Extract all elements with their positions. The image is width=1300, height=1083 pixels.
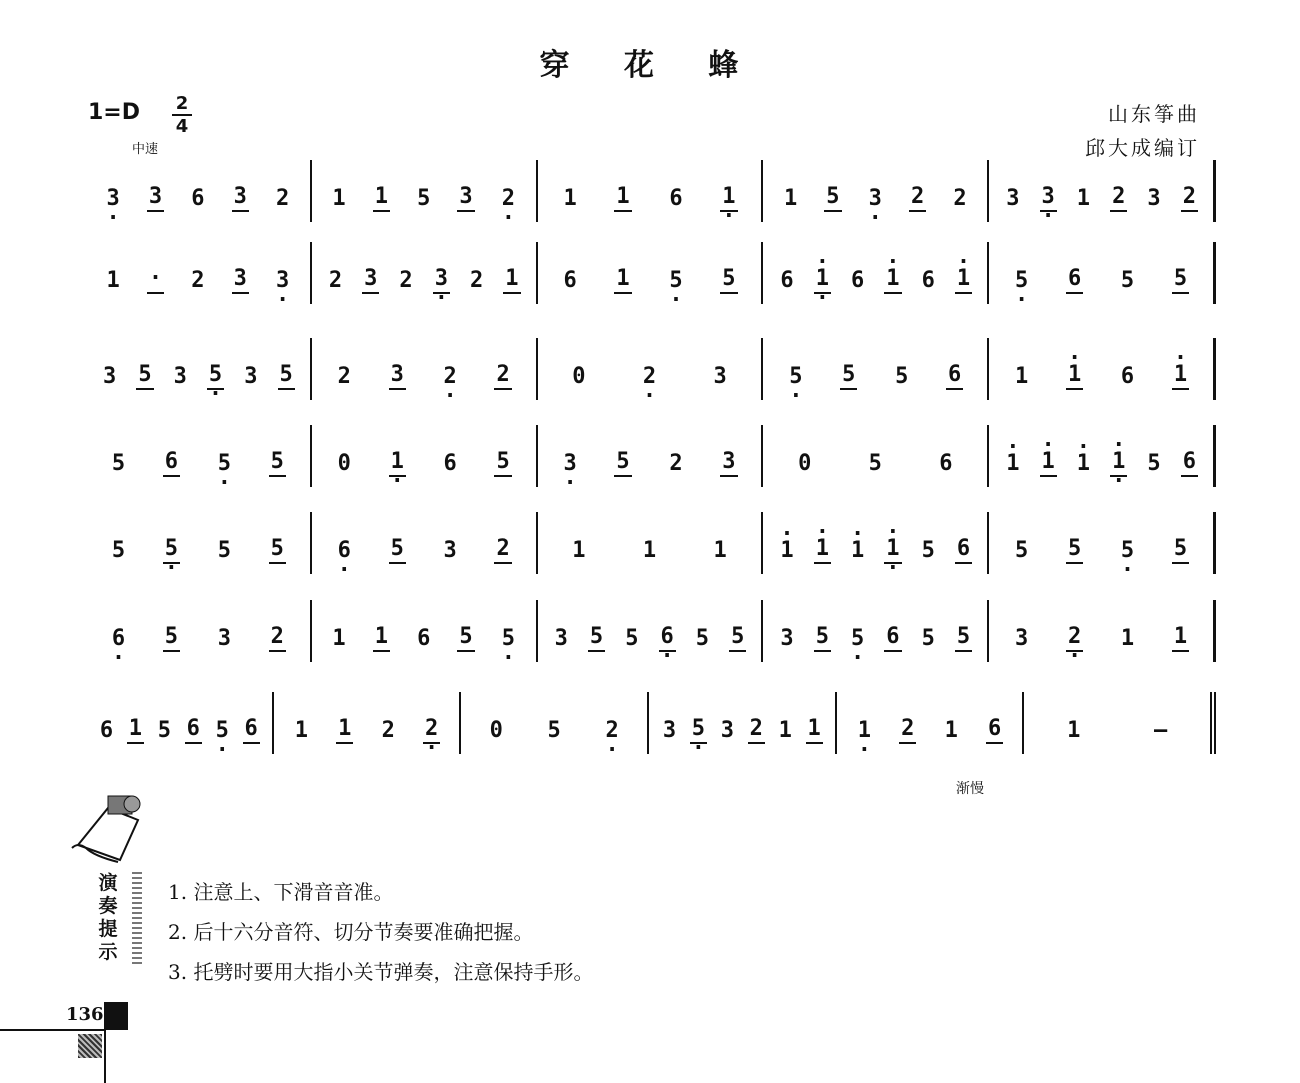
note: 6 <box>946 362 963 390</box>
score-line <box>86 338 1216 400</box>
score-line <box>86 242 1216 304</box>
note: 1 <box>614 266 631 294</box>
measure <box>989 160 1216 222</box>
note: 3 <box>147 184 164 212</box>
measure <box>763 160 989 222</box>
note: 3 <box>103 364 117 389</box>
note: 6 <box>563 268 577 293</box>
score-line <box>86 600 1216 662</box>
note: 5 <box>494 449 511 477</box>
note: 5 <box>136 362 153 390</box>
measure <box>538 338 764 400</box>
measure <box>86 160 312 222</box>
note: 3 <box>389 362 406 390</box>
note: 5 · <box>667 268 684 294</box>
time-signature-bottom: 4 <box>175 116 189 137</box>
measure <box>86 338 312 400</box>
measure <box>86 242 312 304</box>
note: 2 <box>1181 184 1198 212</box>
note: · 1 <box>955 266 972 294</box>
note: 1 <box>1076 186 1091 211</box>
note: 6 <box>191 186 205 211</box>
note: 6 <box>163 449 180 477</box>
note: 5 <box>625 626 639 651</box>
note: 5 <box>389 536 406 564</box>
note: 1 <box>563 186 577 211</box>
note: 2 <box>494 536 511 564</box>
composer-credit: 山东筝曲 <box>1108 102 1200 126</box>
note: 5 <box>269 449 286 477</box>
song-title: 穿 花 蜂 <box>539 48 761 83</box>
measure <box>312 600 538 662</box>
note: 3 <box>554 626 568 651</box>
note: 1 · <box>720 184 737 212</box>
note: 1 · <box>389 449 406 477</box>
note: 6 <box>884 624 901 652</box>
note: 1 <box>332 626 346 651</box>
measure <box>763 512 989 574</box>
note: 5 · <box>500 626 517 652</box>
measure <box>538 425 764 487</box>
note: 2 · <box>423 716 440 744</box>
note: 3 · <box>433 266 450 294</box>
note: 5 <box>417 186 431 211</box>
note: 3 <box>457 184 474 212</box>
note: 5 <box>1015 538 1029 563</box>
note: · 1 <box>778 538 795 564</box>
note: · 1 <box>814 536 831 564</box>
note: 1 <box>373 184 390 212</box>
score-line <box>86 160 1216 222</box>
note: 3 <box>713 364 727 389</box>
note: 5 <box>269 536 286 564</box>
note: 1 <box>1067 718 1081 743</box>
measure <box>837 692 1025 754</box>
note: 2 · <box>1066 624 1083 652</box>
note: 2 · <box>641 364 658 390</box>
note: 5 <box>163 624 180 652</box>
note: 5 · <box>207 362 224 390</box>
note: 5 · <box>1119 538 1136 564</box>
note: 5 <box>1120 268 1135 293</box>
note: 3 · <box>1040 184 1057 212</box>
note: · 1 <box>849 538 866 564</box>
note: · 1 <box>1172 362 1189 390</box>
note: 5 <box>1172 536 1189 564</box>
note: 1 · <box>856 718 873 744</box>
note: 2 <box>953 186 967 211</box>
note: 2 · <box>500 186 517 212</box>
score-line <box>86 512 1216 574</box>
editor-credit: 邱大成编订 <box>1085 136 1200 160</box>
note: 5 <box>955 624 972 652</box>
note: 6 <box>243 716 260 744</box>
note: 2 <box>909 184 926 212</box>
measure <box>763 425 989 487</box>
note: · 1 · <box>1110 449 1127 477</box>
note: 5 <box>720 266 737 294</box>
measure <box>1024 692 1216 754</box>
note: 6 <box>669 186 683 211</box>
measure <box>763 600 989 662</box>
measure <box>538 600 764 662</box>
note: 1 <box>713 538 727 563</box>
note: 1 <box>1172 624 1189 652</box>
measure <box>312 160 538 222</box>
note: 2 <box>494 362 511 390</box>
note: 2 <box>748 716 765 744</box>
note: 6 · <box>659 624 676 652</box>
note: 5 <box>814 624 831 652</box>
measure <box>312 512 538 574</box>
note: 6 <box>99 718 114 743</box>
note: 5 · <box>787 364 804 390</box>
note: · 1 <box>1066 362 1083 390</box>
note: 1 <box>503 266 520 294</box>
note: 2 <box>1110 184 1127 212</box>
note: 3 <box>1006 186 1020 211</box>
measure <box>86 600 312 662</box>
time-signature-top: 2 <box>175 93 189 114</box>
note: 3 <box>173 364 187 389</box>
note: 3 <box>1015 626 1029 651</box>
note: 5 <box>157 718 171 743</box>
note: 3 · <box>274 268 291 294</box>
note: 5 · <box>216 451 233 477</box>
tip-item: 3. 托劈时要用大指小关节弹奏，注意保持手形。 <box>168 960 594 984</box>
note: 5 <box>278 362 295 390</box>
note: 5 · <box>214 718 231 744</box>
note: 1 <box>572 538 586 563</box>
note: 3 <box>244 364 258 389</box>
note: 1 <box>294 718 308 743</box>
note: 6 <box>1120 364 1135 389</box>
tempo-marking: 中速 <box>132 142 159 157</box>
note: · <box>147 266 164 294</box>
note: 1 <box>127 716 144 744</box>
note: 5 <box>457 624 474 652</box>
note: 0 <box>572 364 586 389</box>
measure <box>763 338 989 400</box>
note: 6 <box>1181 449 1198 477</box>
note: 3 · <box>105 186 122 212</box>
measure <box>989 512 1216 574</box>
page-corner-block <box>104 1002 128 1030</box>
note: 2 · <box>442 364 459 390</box>
tip-item: 2. 后十六分音符、切分节奏要准确把握。 <box>168 920 534 944</box>
page-corner-pattern <box>78 1034 102 1058</box>
note: 1 <box>783 186 798 211</box>
note: 1 <box>806 716 823 744</box>
note: 3 <box>232 184 249 212</box>
note: 2 · <box>603 718 620 744</box>
note: 5 <box>1147 451 1161 476</box>
measure <box>312 425 538 487</box>
score-line <box>86 425 1216 487</box>
note: 0 <box>337 451 351 476</box>
page-rule <box>0 1029 106 1031</box>
note: 5 <box>547 718 561 743</box>
measure <box>989 425 1216 487</box>
time-signature <box>172 94 192 136</box>
measure <box>538 242 764 304</box>
note: 2 <box>328 268 343 293</box>
note: 1 <box>614 184 631 212</box>
measure <box>461 692 649 754</box>
page-rule-vertical <box>104 1030 106 1083</box>
note: 3 <box>217 626 231 651</box>
note: 1 <box>336 716 353 744</box>
note: 5 <box>111 538 126 563</box>
measure <box>989 242 1216 304</box>
measure <box>86 425 312 487</box>
note: 0 <box>798 451 812 476</box>
note: · 1 · <box>814 266 831 294</box>
note: 1 <box>332 186 346 211</box>
note: 3 <box>662 718 677 743</box>
note: 6 <box>939 451 953 476</box>
note: 5 · <box>1013 268 1030 294</box>
measure <box>649 692 837 754</box>
note: 5 <box>217 538 231 563</box>
note: 5 <box>824 184 841 212</box>
note: 5 <box>921 538 935 563</box>
note: 3 <box>362 266 379 294</box>
measure <box>86 512 312 574</box>
note: 1 <box>944 718 958 743</box>
note: 3 · <box>561 451 578 477</box>
note: · 1 · <box>884 536 901 564</box>
note: 2 <box>381 718 395 743</box>
note: 2 <box>269 624 286 652</box>
note: 5 <box>921 626 935 651</box>
measure <box>312 242 538 304</box>
note: · 1 <box>1040 449 1057 477</box>
note: 2 <box>899 716 916 744</box>
note: · 1 <box>1004 451 1021 477</box>
note: 5 <box>588 624 605 652</box>
measure <box>86 692 274 754</box>
note: 1 <box>778 718 792 743</box>
note: 1 <box>373 624 390 652</box>
note: 6 <box>1066 266 1083 294</box>
note: 3 · <box>867 186 884 212</box>
note: 3 <box>720 718 734 743</box>
note: 5 <box>695 626 710 651</box>
score-line <box>86 692 1216 754</box>
measure <box>538 512 764 574</box>
note: 5 · <box>163 536 180 564</box>
note: 3 <box>443 538 457 563</box>
performance-tips-label: 演奏提示 <box>98 872 118 963</box>
note: 6 <box>185 716 202 744</box>
measure <box>989 338 1216 400</box>
note: 6 · <box>336 538 353 564</box>
note: 3 <box>780 626 794 651</box>
note: 6 <box>417 626 431 651</box>
note: · 1 <box>884 266 901 294</box>
note: 1 <box>642 538 657 563</box>
note: 1 <box>106 268 120 293</box>
note: 5 · <box>690 716 707 744</box>
note: 1 <box>1120 626 1135 651</box>
note: 3 <box>232 266 249 294</box>
note: 3 <box>1147 186 1161 211</box>
note: 1 <box>1015 364 1029 389</box>
measure <box>312 338 538 400</box>
note: 2 <box>337 364 351 389</box>
note: 6 <box>443 451 457 476</box>
note: 5 <box>868 451 882 476</box>
note: 2 <box>191 268 205 293</box>
measure <box>763 242 989 304</box>
note: 0 <box>489 718 503 743</box>
note: 5 <box>614 449 631 477</box>
note: 3 <box>720 449 737 477</box>
measure <box>538 160 764 222</box>
note: 5 <box>111 451 126 476</box>
divider <box>132 872 142 966</box>
note: – <box>1153 718 1168 743</box>
measure <box>989 600 1216 662</box>
note: 5 <box>840 362 857 390</box>
note: 5 <box>1172 266 1189 294</box>
note: 2 <box>470 268 484 293</box>
performance-tips <box>168 872 593 992</box>
key-signature: 1=D <box>88 100 141 125</box>
note: 2 <box>399 268 413 293</box>
note: 6 <box>955 536 972 564</box>
note: 2 <box>669 451 683 476</box>
page-number: 136 <box>66 1004 104 1025</box>
note: 6 · <box>110 626 127 652</box>
note: 5 · <box>849 626 866 652</box>
tip-item: 1. 注意上、下滑音音准。 <box>168 880 394 904</box>
note: 6 <box>986 716 1003 744</box>
measure <box>274 692 462 754</box>
tempo-change-marking: 渐慢 <box>956 781 984 797</box>
scroll-icon <box>68 790 148 870</box>
note: 6 <box>780 268 794 293</box>
note: 5 <box>895 364 909 389</box>
note: · 1 <box>1075 451 1092 477</box>
note: 6 <box>851 268 865 293</box>
note: 5 <box>1066 536 1083 564</box>
note: 5 <box>729 624 746 652</box>
note: 6 <box>921 268 935 293</box>
note: 2 <box>275 186 290 211</box>
